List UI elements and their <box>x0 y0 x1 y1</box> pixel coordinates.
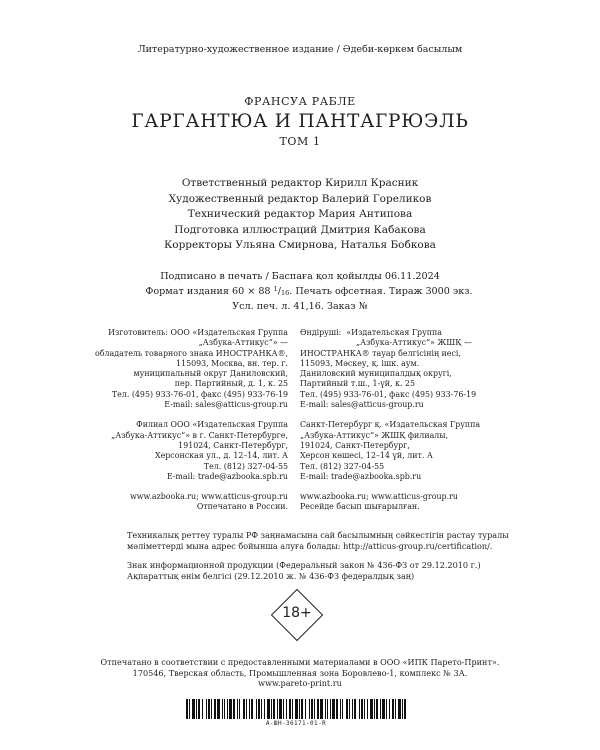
barcode-bar <box>196 699 197 719</box>
barcode-bar <box>395 699 396 719</box>
barcode-bar <box>404 699 406 719</box>
barcode-bar <box>251 699 253 719</box>
manufacturer-ru <box>40 328 288 513</box>
barcode-bar <box>382 699 385 719</box>
barcode-bar <box>402 699 403 719</box>
barcode-bar <box>189 699 190 719</box>
info-sign-line: Знак информационной продукции (Федеральный закон № 436-ФЗ от 29.12.2010 г.) <box>127 560 481 570</box>
barcode-bar <box>273 699 275 719</box>
branch-kz-line: Санкт-Петербург қ. «Издательская Группа <box>300 420 481 430</box>
barcode-bar <box>364 699 365 719</box>
mfr-ru-line: Изготовитель: ООО «Издательская Группа <box>108 328 288 337</box>
credit-line: Корректоры Ульяна Смирнова, Наталья Бобкова <box>164 239 436 251</box>
mfr-kz-email: E-mail: sales@atticus-group.ru <box>300 400 424 410</box>
signed-date: Подписано в печать / Баспаға қол қойылды 06.11.2024 <box>160 271 440 282</box>
printed-in-kz: Ресейде басып шығарылған. <box>300 502 420 512</box>
edition-label: Литературно-художественное издание / Әдеби-көркем басылым <box>137 44 463 55</box>
barcode-bar <box>299 699 300 719</box>
barcode-bar <box>376 699 378 719</box>
branch-ru-email: E-mail: trade@azbooka.spb.ru <box>166 471 288 481</box>
barcode-bar <box>283 699 284 719</box>
barcode-bar <box>233 699 235 719</box>
web-ru: www.azbooka.ru; www.atticus-group.ru <box>130 492 288 502</box>
barcode-bar <box>389 699 390 719</box>
branch-ru-line: Филиал ООО «Издательская Группа <box>136 420 288 430</box>
barcode-bar <box>243 699 245 719</box>
tech-regulation-note <box>127 530 509 551</box>
barcode-bar <box>279 699 282 719</box>
branch-kz-line: „Азбука-Аттикус“» ЖШҚ филиалы, <box>300 430 449 440</box>
barcode-bar <box>267 699 270 719</box>
barcode-bar <box>208 699 210 719</box>
format-prefix: Формат издания 60 × 88 <box>145 286 274 297</box>
mfr-ru-line: муниципальный округ Даниловский, <box>133 369 288 379</box>
barcode-bar <box>317 699 319 719</box>
barcode-bar <box>239 699 240 719</box>
barcode-bar <box>192 699 195 719</box>
barcode-bar <box>222 699 223 719</box>
mfr-ru-line: „Азбука-Аттикус“» — <box>198 338 288 348</box>
mfr-ru-email: E-mail: sales@atticus-group.ru <box>164 400 288 410</box>
barcode-bar <box>271 699 272 719</box>
mfr-ru-line: обладатель товарного знака ИНОСТРАНКА®, <box>95 348 288 358</box>
printed-in-ru: Отпечатано в России. <box>196 502 288 512</box>
barcode-bar <box>229 699 232 719</box>
mfr-kz-line: 115093, Мәскеу, қ. ішк. аум. <box>300 358 420 368</box>
mfr-kz-label: Өндіруші: <box>300 328 342 337</box>
web-kz: www.azbooka.ru; www.atticus-group.ru <box>300 492 458 502</box>
printer-info <box>0 657 600 689</box>
branch-kz-line: 191024, Санкт-Петербург, <box>300 440 410 450</box>
mfr-kz-line: ИНОСТРАНКА® тауар белгісінің иесі, <box>300 348 461 358</box>
barcode-bar <box>227 699 228 719</box>
credit-line: Технический редактор Мария Антипова <box>187 208 413 220</box>
branch-kz-line: Херсон көшесі, 12–14 үй, лит. А <box>300 451 433 461</box>
barcode-bar <box>301 699 303 719</box>
barcode-bar <box>249 699 250 719</box>
author-name: ФРАНСУА РАБЛЕ <box>244 95 356 108</box>
barcode-bar <box>286 699 287 719</box>
book-title: ГАРГАНТЮА И ПАНТАГРЮЭЛЬ <box>131 111 469 132</box>
mfr-ru-line: Тел. (495) 933-76-01, факс (495) 933-76-19 <box>111 389 288 399</box>
format-line: Формат издания 60 × 88 $^1$/16. Печать офсетная. Тираж 3000 экз. <box>145 285 473 297</box>
printer-website: www.pareto-print.ru <box>258 678 342 689</box>
mfr-kz-line: Тел. (495) 933-76-01, факс (495) 933-76-19 <box>300 389 477 399</box>
barcode-bar <box>292 699 293 719</box>
info-sign-note <box>127 560 481 581</box>
barcode-bar <box>346 699 348 719</box>
age-rating-text: 18+ <box>282 605 312 621</box>
barcode-bar <box>354 699 356 719</box>
barcode-bar <box>340 699 341 719</box>
barcode-bar <box>264 699 265 719</box>
barcode-bar <box>217 699 220 719</box>
barcode-bar <box>330 699 331 719</box>
mfr-kz-first-line <box>300 328 550 338</box>
barcode-bar <box>198 699 200 719</box>
publication-info <box>0 270 600 313</box>
volume-label: ТОМ 1 <box>279 135 321 148</box>
tech-reg-line: мәліметтерді мына адрес бойынша алуға болады: http://atticus-group.ru/certification/. <box>127 540 493 551</box>
barcode-bar <box>202 699 203 719</box>
barcode-bar <box>258 699 260 719</box>
barcode-bar <box>224 699 225 719</box>
barcode-bar <box>352 699 353 719</box>
format-suffix: . Печать офсетная. Тираж 3000 экз. <box>289 286 473 297</box>
barcode-bar <box>214 699 216 719</box>
barcode-text: А-ШН-36171-01-R <box>265 720 327 727</box>
printer-line: 170546, Тверская область, Промышленная зона Боровлево-1, комплекс № 3А. <box>132 667 468 678</box>
mfr-kz-first: «Издательская Группа <box>346 328 442 337</box>
age-rating-badge <box>270 588 324 642</box>
barcode-bar <box>386 699 387 719</box>
credit-line: Ответственный редактор Кирилл Красник <box>181 177 419 189</box>
barcode-bar <box>277 699 278 719</box>
barcode-bar <box>374 699 375 719</box>
barcode-bar <box>370 699 373 719</box>
tech-reg-line: Техникалық реттеу туралы РФ заңнамасына сай басылымның сәйкестігін растау туралы <box>127 530 509 540</box>
branch-ru-line: Херсонская ул., д. 12–14, лит. А <box>154 451 288 461</box>
branch-ru-line: Тел. (812) 327-04-55 <box>203 461 288 471</box>
barcode-bar <box>211 699 212 719</box>
barcode-bar <box>261 699 262 719</box>
barcode-bar <box>309 699 310 719</box>
barcode-bar <box>332 699 335 719</box>
barcode-bar <box>256 699 257 719</box>
barcode-bar <box>325 699 326 719</box>
barcode-bar <box>295 699 298 719</box>
mfr-kz-line: Даниловский муниципалдық округі, <box>300 369 452 379</box>
barcode-bar <box>246 699 247 719</box>
manufacturer-kz <box>300 328 550 513</box>
mfr-kz-line: Партийный т.ш., 1-үй, к. 25 <box>300 379 415 389</box>
barcode-bar <box>289 699 291 719</box>
print-sheets: Усл. печ. л. 41,16. Заказ № <box>232 301 368 312</box>
printer-line: Отпечатано в соответствии с предоставленными материалами в ООО «ИПК Парето-Принт». <box>100 657 500 667</box>
credit-line: Подготовка иллюстраций Дмитрия Кабакова <box>174 223 426 236</box>
branch-ru-line: „Азбука-Аттикус“» в г. Санкт-Петербурге, <box>111 430 288 440</box>
barcode-bar <box>367 699 368 719</box>
branch-kz-email: E-mail: trade@azbooka.spb.ru <box>300 471 422 481</box>
barcode-bar <box>361 699 363 719</box>
branch-ru-line: 191024, Санкт-Петербург, <box>178 440 288 450</box>
info-sign-line: Ақпараттық өнім белгісі (29.12.2010 ж. № 436-ФЗ федералдық заң) <box>127 570 415 581</box>
mfr-ru-line: пер. Партийный, д. 1, к. 25 <box>174 379 288 389</box>
barcode-bar <box>314 699 315 719</box>
barcode-bar <box>349 699 350 719</box>
barcode-bar <box>342 699 343 719</box>
barcode-bar <box>206 699 207 719</box>
barcode-bar <box>398 699 401 719</box>
barcode-bar <box>359 699 360 719</box>
format-numerator: 1 <box>273 285 278 293</box>
barcode <box>186 699 406 719</box>
barcode-bar <box>336 699 338 719</box>
mfr-ru-line: 115093, Москва, вн. тер. г. <box>176 358 288 368</box>
mfr-kz-line: „Азбука-Аттикус“» ЖШҚ — <box>356 338 472 348</box>
barcode-bar <box>320 699 323 719</box>
barcode-bar <box>186 699 188 719</box>
barcode-bar <box>305 699 306 719</box>
barcode-bar <box>380 699 381 719</box>
barcode-bar <box>327 699 328 719</box>
barcode-bar <box>237 699 238 719</box>
branch-kz-line: Тел. (812) 327-04-55 <box>300 461 385 471</box>
format-denominator: 16 <box>280 289 290 297</box>
barcode-bar <box>311 699 313 719</box>
credit-line: Художественный редактор Валерий Гореликов <box>168 192 432 205</box>
barcode-bar <box>392 699 394 719</box>
credits-block <box>0 176 600 254</box>
